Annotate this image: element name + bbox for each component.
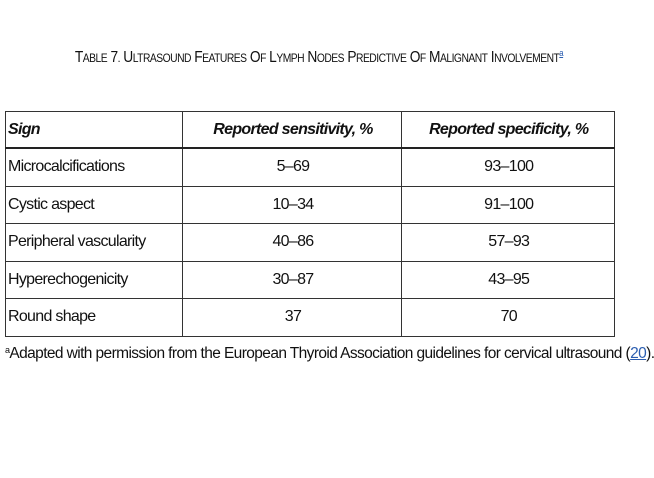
table-footnote xyxy=(5,345,654,363)
sign-cell: Hyperechogenicity xyxy=(6,261,183,299)
specificity-cell: 57–93 xyxy=(401,224,614,262)
specificity-cell: 43–95 xyxy=(401,261,614,299)
sign-cell: Peripheral vascularity xyxy=(6,224,183,262)
caption-footnote-link[interactable]: a xyxy=(559,48,564,58)
table-title: ULTRASOUND FEATURES OF LYMPH NODES PREDICTIVE OF MALIGNANT INVOLVEMENT xyxy=(123,49,560,66)
header-specificity: Reported specificity, % xyxy=(401,112,614,149)
footnote-mark: a xyxy=(5,345,10,355)
header-sign: Sign xyxy=(6,112,183,149)
specificity-cell: 91–100 xyxy=(401,186,614,224)
table-row xyxy=(6,224,615,262)
specificity-cell: 93–100 xyxy=(401,148,614,186)
header-sensitivity: Reported sensitivity, % xyxy=(183,112,401,149)
sensitivity-cell: 40–86 xyxy=(183,224,401,262)
table-row xyxy=(6,261,615,299)
table-caption xyxy=(45,49,594,67)
sign-cell: Round shape xyxy=(6,299,183,337)
footnote-text: Adapted with permission from the European Thyroid Association guidelines for cervical ultrasound ( xyxy=(9,345,631,362)
reference-link[interactable]: 20 xyxy=(630,345,647,362)
sensitivity-cell: 10–34 xyxy=(183,186,401,224)
footnote-end: ). xyxy=(646,345,654,362)
table-row xyxy=(6,299,615,337)
sign-cell: Microcalcifications xyxy=(6,148,183,186)
sensitivity-cell: 5–69 xyxy=(183,148,401,186)
table-header-row xyxy=(6,112,615,149)
table-row xyxy=(6,186,615,224)
sign-cell: Cystic aspect xyxy=(6,186,183,224)
table-number: TABLE 7. xyxy=(74,49,120,66)
features-table xyxy=(5,111,615,337)
specificity-cell: 70 xyxy=(401,299,614,337)
sensitivity-cell: 37 xyxy=(183,299,401,337)
sensitivity-cell: 30–87 xyxy=(183,261,401,299)
table-row xyxy=(6,148,615,186)
